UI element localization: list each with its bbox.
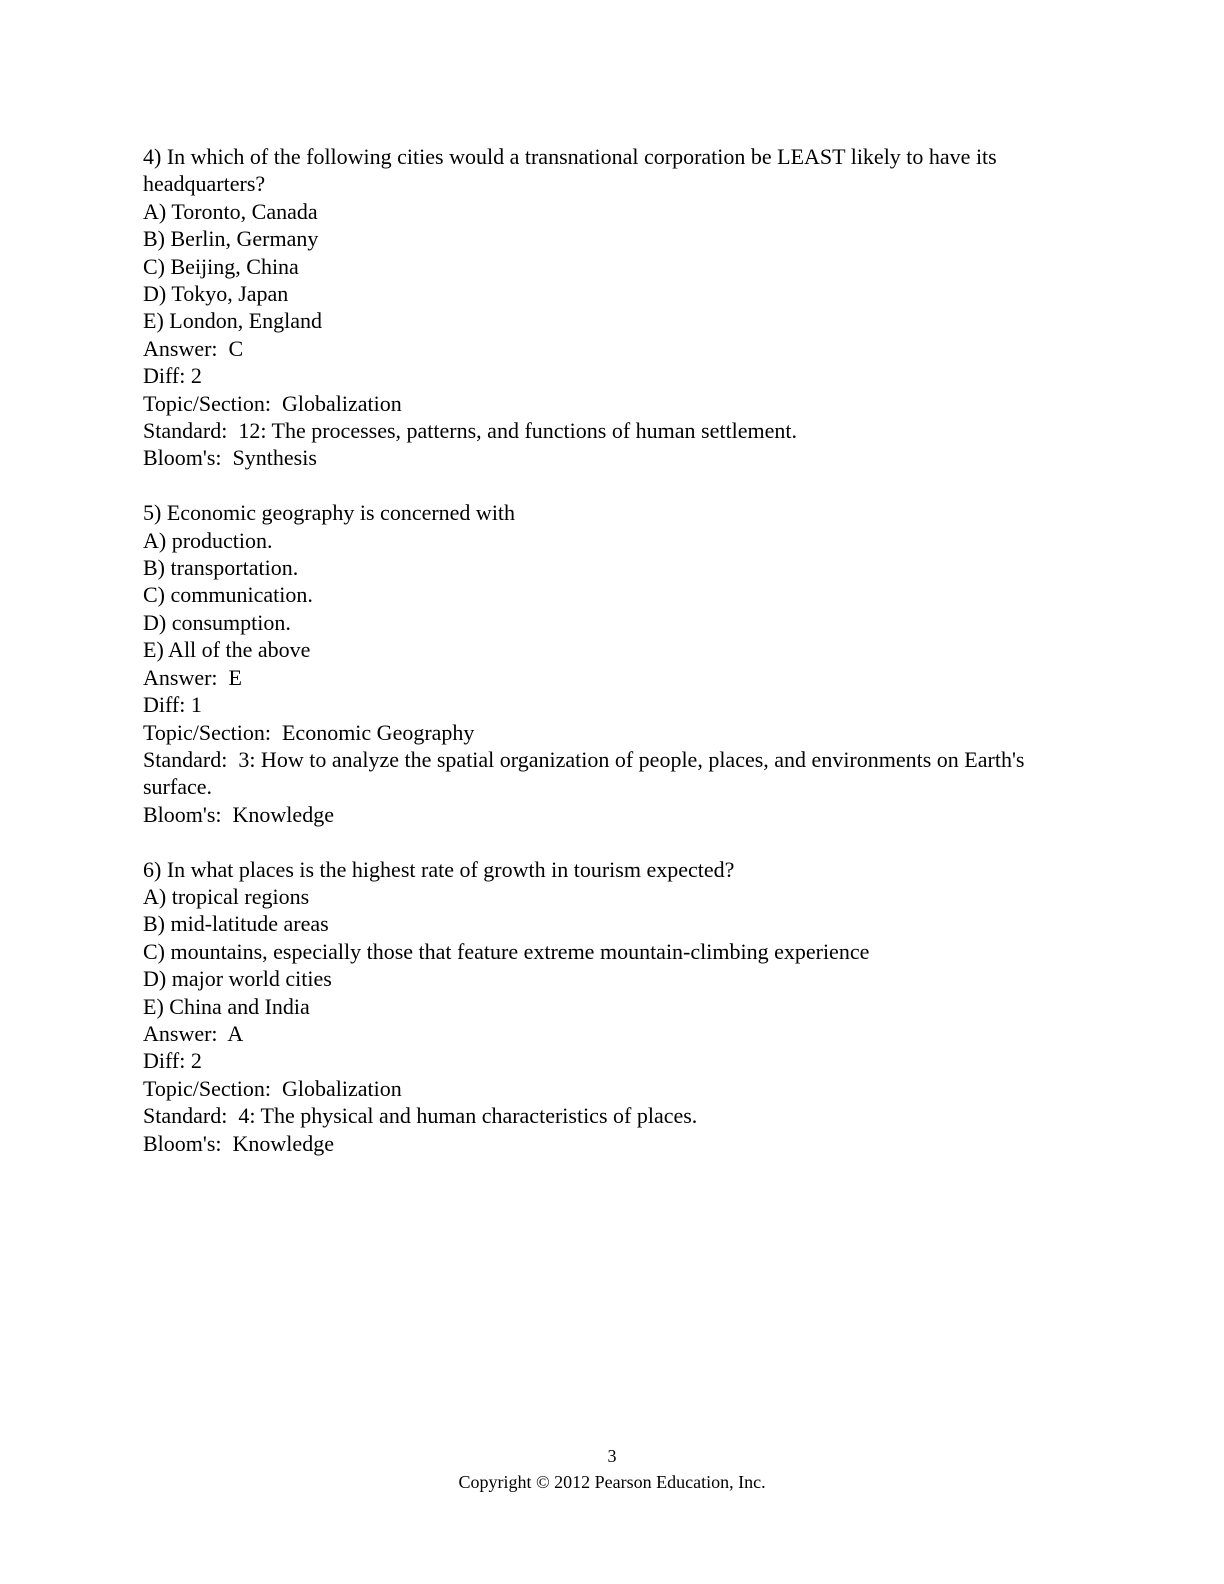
answer-option: B) transportation.	[143, 555, 299, 581]
blooms-level: Bloom's: Knowledge	[143, 801, 334, 827]
answer-option: B) Berlin, Germany	[143, 226, 319, 252]
answer-option: D) consumption.	[143, 609, 291, 635]
question-stem: 5) Economic geography is concerned with	[143, 500, 516, 526]
answer-option: D) major world cities	[143, 966, 332, 992]
copyright-notice: Copyright © 2012 Pearson Education, Inc.	[458, 1472, 766, 1492]
question-stem: 6) In what places is the highest rate of growth in tourism expected?	[143, 856, 735, 882]
question-5	[143, 499, 1083, 828]
answer-option: E) China and India	[143, 993, 310, 1019]
answer-option: B) mid-latitude areas	[143, 911, 329, 937]
topic-section: Topic/Section: Globalization	[143, 390, 402, 416]
answer-option: C) communication.	[143, 582, 313, 608]
standard: Standard: 3: How to analyze the spatial organization of people, places, and environments on Earth's surface.	[143, 746, 1030, 800]
standard: Standard: 12: The processes, patterns, and functions of human settlement.	[143, 418, 797, 444]
answer-option: A) tropical regions	[143, 883, 310, 909]
answer-option: C) Beijing, China	[143, 253, 299, 279]
answer-option: E) London, England	[143, 308, 323, 334]
answer-key: Answer: C	[143, 335, 244, 361]
topic-section: Topic/Section: Economic Geography	[143, 719, 475, 745]
blooms-level: Bloom's: Synthesis	[143, 445, 317, 471]
answer-option: D) Tokyo, Japan	[143, 281, 289, 307]
answer-option: A) Toronto, Canada	[143, 198, 318, 224]
difficulty: Diff: 1	[143, 692, 202, 718]
page-number: 3	[607, 1446, 617, 1466]
answer-option: C) mountains, especially those that feature extreme mountain-climbing experience	[143, 938, 870, 964]
question-stem: 4) In which of the following cities would a transnational corporation be LEAST likely to have its headquarters?	[143, 144, 1003, 197]
standard: Standard: 4: The physical and human characteristics of places.	[143, 1103, 698, 1129]
question-4	[143, 143, 1083, 472]
topic-section: Topic/Section: Globalization	[143, 1075, 402, 1101]
answer-option: E) All of the above	[143, 637, 311, 663]
question-6	[143, 856, 1083, 1157]
answer-key: Answer: A	[143, 1020, 244, 1046]
question-list	[143, 143, 1083, 1184]
answer-key: Answer: E	[143, 664, 242, 690]
blooms-level: Bloom's: Knowledge	[143, 1130, 334, 1156]
answer-option: A) production.	[143, 527, 273, 553]
difficulty: Diff: 2	[143, 1048, 202, 1074]
difficulty: Diff: 2	[143, 363, 202, 389]
